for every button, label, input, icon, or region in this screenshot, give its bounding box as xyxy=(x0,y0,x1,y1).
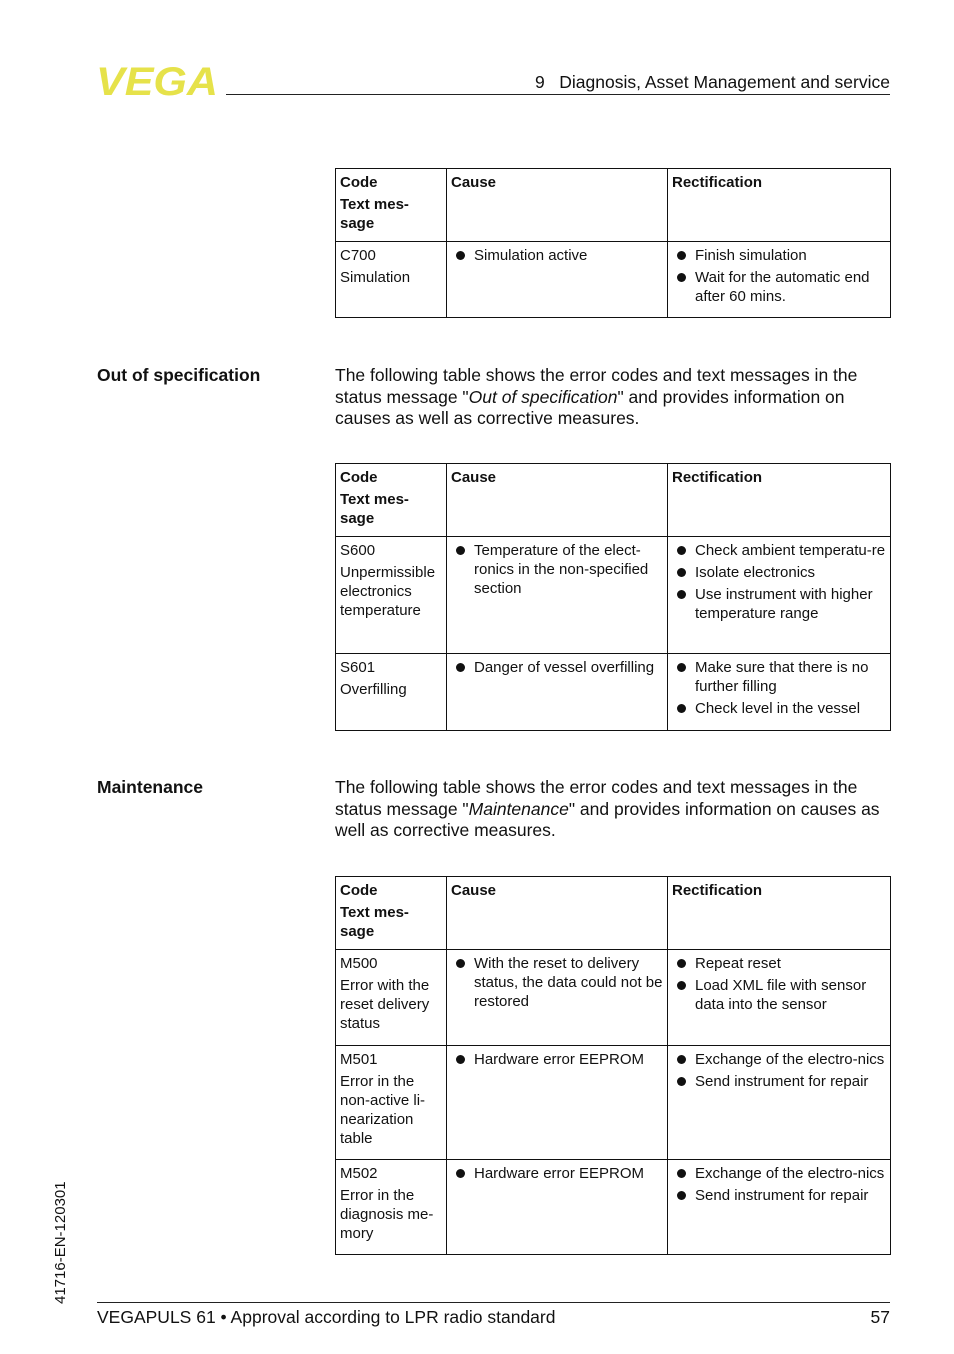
header-code-label: Code xyxy=(340,882,378,899)
bullet-item: Send instrument for repair xyxy=(672,1072,886,1091)
bullet-item: Exchange of the electro-nics xyxy=(672,1050,886,1069)
error-text: Simulation xyxy=(340,269,411,286)
bullet-item: Finish simulation xyxy=(672,246,886,265)
table-header-row xyxy=(336,464,891,537)
cause-cell xyxy=(447,1046,668,1160)
out-of-spec-label: Out of specification xyxy=(97,365,261,385)
error-code: S601 xyxy=(340,659,376,676)
code-cell xyxy=(336,950,447,1046)
code-cell xyxy=(336,1160,447,1255)
code-cell xyxy=(336,1046,447,1160)
code-cell xyxy=(336,242,447,318)
header-cause: Cause xyxy=(447,877,668,950)
table-header-row xyxy=(336,169,891,242)
bullet-item: Hardware error EEPROM xyxy=(451,1164,663,1183)
para-text: The following table shows the error codes and text messages in the status message " xyxy=(335,777,858,819)
vega-logo xyxy=(96,64,220,98)
maintenance-label: Maintenance xyxy=(97,777,203,797)
simulation-table xyxy=(335,168,891,318)
rectification-cell xyxy=(668,654,891,731)
header-rectification: Rectification xyxy=(668,877,891,950)
header-text-label: Text mes- sage xyxy=(340,196,409,232)
rectification-cell xyxy=(668,1046,891,1160)
header-cause: Cause xyxy=(447,169,668,242)
header-code-label: Code xyxy=(340,469,378,486)
table-row xyxy=(336,1160,891,1255)
rectification-cell xyxy=(668,537,891,654)
maintenance-paragraph xyxy=(335,777,891,842)
rectification-cell xyxy=(668,1160,891,1255)
para-term: Out of specification xyxy=(468,386,618,407)
out-of-spec-table xyxy=(335,463,891,731)
code-cell xyxy=(336,654,447,731)
error-code: C700 xyxy=(340,247,376,264)
cause-cell xyxy=(447,950,668,1046)
para-text: " and provides information on causes as well as corrective measures. xyxy=(335,798,880,840)
bullet-item: Load XML file with sensor data into the sensor xyxy=(672,976,886,1014)
para-text: The following table shows the error codes and text messages in the status message " xyxy=(335,365,858,407)
error-text: Unpermissible electronics temperature xyxy=(340,564,436,619)
cause-cell xyxy=(447,242,668,318)
table-row xyxy=(336,242,891,318)
bullet-item: Use instrument with higher temperature range xyxy=(672,585,886,623)
code-cell xyxy=(336,537,447,654)
rectification-cell xyxy=(668,950,891,1046)
header-rectification: Rectification xyxy=(668,464,891,537)
bullet-item: Hardware error EEPROM xyxy=(451,1050,663,1069)
error-code: M502 xyxy=(340,1165,378,1182)
header-code-label: Code xyxy=(340,174,378,191)
bullet-item: Check level in the vessel xyxy=(672,699,886,718)
table-row xyxy=(336,1046,891,1160)
para-term: Maintenance xyxy=(468,798,569,819)
rectification-cell xyxy=(668,242,891,318)
header-code xyxy=(336,169,447,242)
header-rectification: Rectification xyxy=(668,169,891,242)
cause-cell xyxy=(447,537,668,654)
para-text: " and provides information on causes as well as corrective measures. xyxy=(335,386,845,428)
table-header-row xyxy=(336,877,891,950)
footer-title: VEGAPULS 61 • Approval according to LPR radio standard xyxy=(97,1307,556,1327)
out-of-spec-paragraph xyxy=(335,365,891,430)
error-code: M500 xyxy=(340,955,378,972)
table-row xyxy=(336,950,891,1046)
error-code: M501 xyxy=(340,1051,378,1068)
error-text: Error with the reset delivery status xyxy=(340,977,430,1032)
bullet-item: Exchange of the electro-nics xyxy=(672,1164,886,1183)
bullet-item: Check ambient temperatu-re xyxy=(672,541,886,560)
header-rule xyxy=(226,94,890,95)
error-text: Error in the diagnosis me-mory xyxy=(340,1187,434,1242)
table-row xyxy=(336,654,891,731)
bullet-item: Wait for the automatic end after 60 mins. xyxy=(672,268,886,306)
page-number: 57 xyxy=(870,1307,890,1327)
header-cause: Cause xyxy=(447,464,668,537)
table-row xyxy=(336,537,891,654)
header-code xyxy=(336,877,447,950)
bullet-item: Repeat reset xyxy=(672,954,886,973)
chapter-heading: 9 Diagnosis, Asset Management and service xyxy=(534,72,890,92)
header-code xyxy=(336,464,447,537)
header-text-label: Text mes- sage xyxy=(340,491,409,527)
logo-text: VEGA xyxy=(96,64,218,98)
maintenance-table xyxy=(335,876,891,1255)
bullet-item: Simulation active xyxy=(451,246,663,265)
bullet-item: Temperature of the elect-ronics in the non-specified section xyxy=(451,541,663,598)
error-code: S600 xyxy=(340,542,376,559)
footer-rule xyxy=(97,1302,890,1303)
bullet-item: With the reset to delivery status, the data could not be restored xyxy=(451,954,663,1011)
error-text: Overfilling xyxy=(340,681,407,698)
bullet-item: Send instrument for repair xyxy=(672,1186,886,1205)
bullet-item: Danger of vessel overfilling xyxy=(451,658,663,677)
document-number: 41716-EN-120301 xyxy=(52,1181,69,1304)
header-text-label: Text mes- sage xyxy=(340,904,409,940)
bullet-item: Isolate electronics xyxy=(672,563,886,582)
bullet-item: Make sure that there is no further filling xyxy=(672,658,886,696)
error-text: Error in the non-active li-nearization table xyxy=(340,1073,426,1147)
cause-cell xyxy=(447,654,668,731)
cause-cell xyxy=(447,1160,668,1255)
